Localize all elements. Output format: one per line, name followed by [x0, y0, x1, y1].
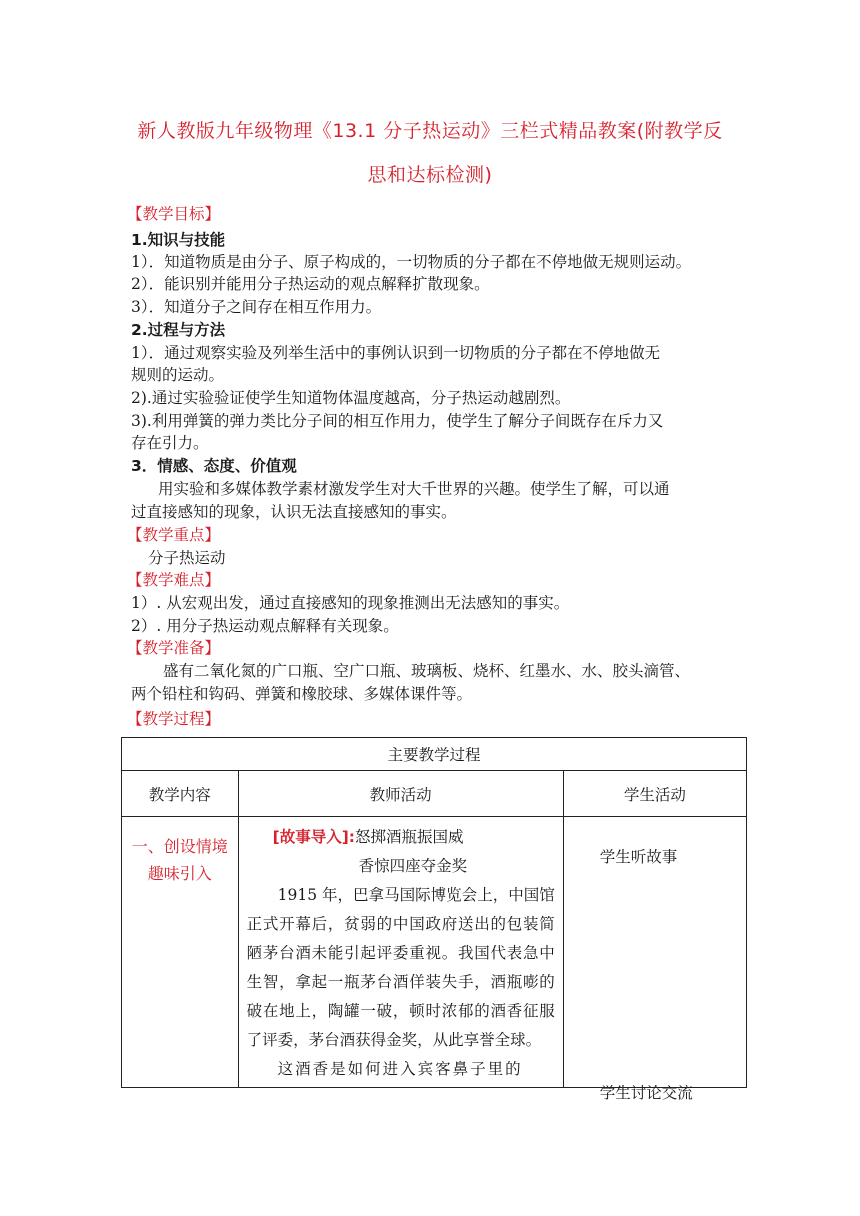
goal2-item: 存在引力。	[131, 434, 209, 452]
key-point-header: 【教学重点】	[127, 526, 221, 544]
teacher-activity-cell	[238, 817, 563, 1088]
goal2-item: 1）．通过观察实验及列举生活中的事例认识到一切物质的分子都在不停地做无	[131, 344, 661, 362]
story-paragraph: 1915 年，巴拿马国际博览会上，中国馆正式开幕后，贫弱的中国政府送出的包装简陋茅台酒未能引起评委重视。我国代表急中生智，拿起一瓶茅台酒佯装失手，酒瓶嘭的破在地上，陶罐一破，顿时浓郁的酒香征服了评委，茅台酒获得金奖，从此享誉全球。	[246, 886, 555, 1049]
teaching-goal-header: 【教学目标】	[127, 205, 221, 223]
goal3-item: 用实验和多媒体教学素材激发学生对大千世界的兴趣。使学生了解，可以通	[158, 480, 670, 498]
table-caption: 主要教学过程	[122, 738, 747, 771]
difficulty-header: 【教学难点】	[127, 571, 221, 589]
process-header: 【教学过程】	[127, 710, 221, 728]
difficulty-item: 2）. 用分子热运动观点解释有关现象。	[131, 617, 399, 635]
goal1-item: 2）．能识别并能用分子热运动的观点解释扩散现象。	[131, 275, 490, 293]
document-title-line2: 思和达标检测)	[367, 164, 493, 186]
story-question: 这酒香是如何进入宾客鼻子里的	[277, 1060, 523, 1078]
goal2-item: 规则的运动。	[131, 366, 225, 384]
student-activity-discuss: 学生讨论交流	[599, 1084, 693, 1102]
goal1-item: 3）．知道分子之间存在相互作用力。	[131, 298, 382, 316]
preparation-item: 盛有二氧化氮的广口瓶、空广口瓶、玻璃板、烧杯、红墨水、水、胶头滴管、	[163, 662, 691, 680]
goal2-item: 2).通过实验验证使学生知道物体温度越高，分子热运动越剧烈。	[131, 389, 571, 407]
column-header-content: 教学内容	[122, 771, 239, 817]
goal2-item: 3).利用弹簧的弹力类比分子间的相互作用力，使学生了解分子间既存在斥力又	[131, 412, 664, 430]
story-subtitle: 香惊四座夺金奖	[358, 857, 468, 875]
story-title: 怒掷酒瓶振国威	[354, 828, 464, 846]
goal1-title: 1.知识与技能	[131, 231, 226, 249]
stage-cell	[122, 817, 239, 1088]
table-row	[122, 817, 747, 1088]
preparation-header: 【教学准备】	[127, 639, 221, 657]
difficulty-item: 1）. 从宏观出发，通过直接感知的现象推测出无法感知的事实。	[131, 594, 570, 612]
key-point-text: 分子热运动	[148, 549, 226, 567]
story-intro-label: [故事导入]:	[272, 828, 355, 846]
column-header-teacher: 教师活动	[238, 771, 563, 817]
preparation-item: 两个铅柱和钩码、弹簧和橡胶球、多媒体课件等。	[131, 685, 473, 703]
goal2-title: 2.过程与方法	[131, 321, 226, 339]
stage-subtitle: 趣味引入	[147, 864, 212, 883]
teaching-process-table	[121, 737, 747, 1102]
goal1-item: 1）．知道物质是由分子、原子构成的，一切物质的分子都在不停地做无规则运动。	[131, 253, 692, 271]
student-activity-listen: 学生听故事	[599, 848, 678, 866]
document-title-line1: 新人教版九年级物理《13.1 分子热运动》三栏式精品教案(附教学反	[137, 120, 723, 142]
goal3-item: 过直接感知的现象，认识无法直接感知的事实。	[131, 503, 457, 521]
student-activity-cell	[563, 817, 746, 1102]
goal3-title: 3．情感、态度、价值观	[131, 457, 297, 475]
column-header-student: 学生活动	[563, 771, 746, 817]
stage-title: 一、创设情境	[131, 837, 228, 856]
